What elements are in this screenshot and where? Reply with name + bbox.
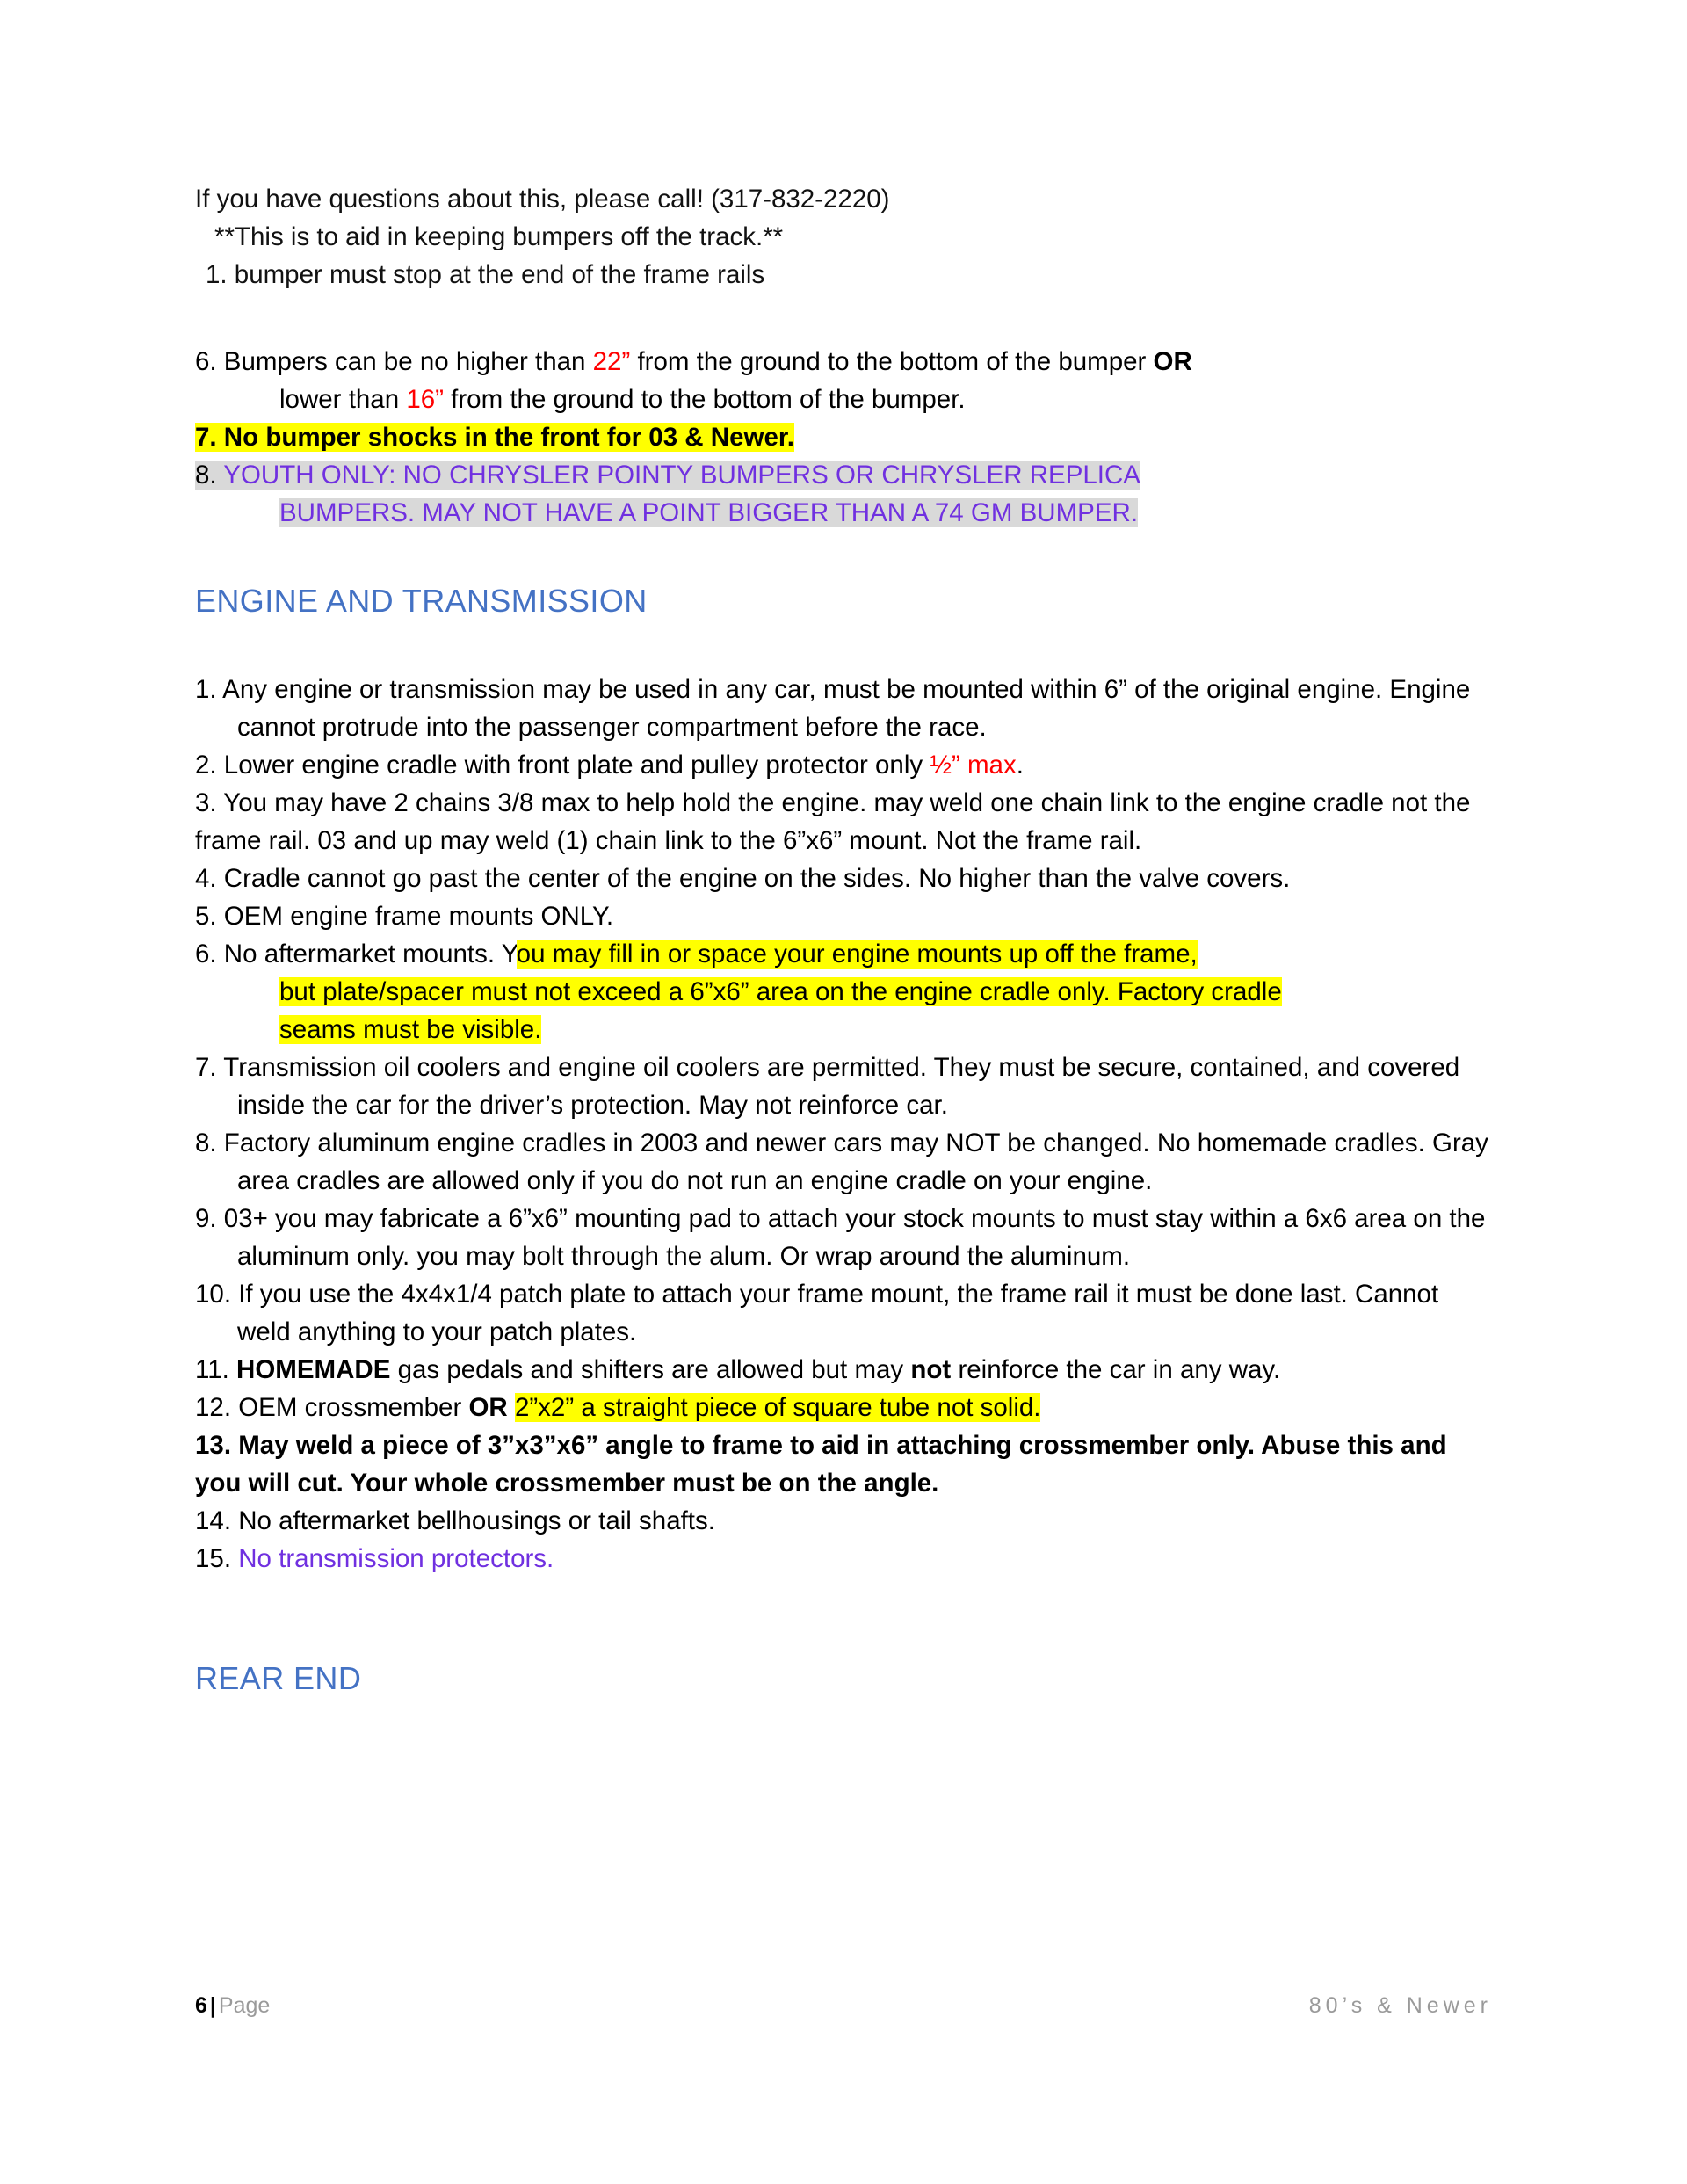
- item-line-3-wrapper: [237, 1011, 1495, 1048]
- list-item-engine-6: [195, 935, 1495, 1048]
- item-text: Any engine or transmission may be used in any car, must be mounted within 6” of the original engine. Engine cannot protrude into the passenger compartment before the race.: [216, 675, 1471, 742]
- item-text: 03+ you may fabricate a 6”x6” mounting pad to attach your stock mounts to must stay within a 6x6 area on the aluminum only. you may bolt through the alum. Or wrap around the aluminum.: [216, 1204, 1486, 1271]
- page-number: 6: [195, 1993, 207, 2018]
- item-text-plain: No aftermarket mounts. Y: [216, 940, 517, 969]
- list-number: 7.: [195, 1053, 217, 1082]
- spacer: [195, 1627, 1495, 1658]
- spacer: [195, 621, 1495, 671]
- list-item-engine-10: [195, 1275, 1495, 1351]
- list-number: 11.: [195, 1355, 229, 1384]
- list-item-engine-8: [195, 1124, 1495, 1200]
- list-number: 2.: [195, 751, 217, 780]
- item-line-2-wrapper: [237, 494, 1495, 532]
- list-number: 8.: [195, 1128, 217, 1157]
- emphasis-homemade: HOMEMADE: [236, 1355, 391, 1384]
- item-text: No bumper shocks in the front for 03 & Newer.: [216, 423, 794, 452]
- list-number: 8.: [195, 461, 217, 490]
- highlight-line-1: ou may fill in or space your engine mounts up off the frame,: [516, 940, 1198, 969]
- document-body: [195, 180, 1495, 1699]
- item-text-c: lower than: [279, 385, 407, 414]
- list-number: 13.: [195, 1431, 232, 1460]
- list-item-engine-5: [195, 897, 1495, 935]
- page-footer: [195, 1993, 1492, 2028]
- measurement-half-inch-max: ½” max: [930, 751, 1017, 780]
- list-number: 14.: [195, 1506, 232, 1535]
- list-number: 4.: [195, 864, 217, 893]
- list-number: 10.: [195, 1280, 232, 1309]
- intro-line-1: If you have questions about this, please call! (317-832-2220): [195, 185, 890, 214]
- measurement-16in: 16”: [406, 385, 444, 414]
- item-text: May weld a piece of 3”x3”x6” angle to frame to aid in attaching crossmember only. Abuse this and you will cut. Your whole crossmember must be on the angle.: [195, 1431, 1447, 1498]
- list-item-engine-15: [195, 1540, 1495, 1578]
- emphasis-not: not: [910, 1355, 952, 1384]
- item-text-line-1: YOUTH ONLY: NO CHRYSLER POINTY BUMPERS OR CHRYSLER REPLICA: [216, 461, 1140, 490]
- list-number: 9.: [195, 1204, 217, 1233]
- item-text-b: .: [1016, 751, 1024, 780]
- intro-block: [195, 180, 1495, 294]
- spacer: [195, 532, 1495, 581]
- footer-page-indicator: [195, 1993, 270, 2019]
- list-item-engine-13: [195, 1426, 1495, 1502]
- highlight-2x2-tube: 2”x2” a straight piece of square tube not solid.: [514, 1393, 1041, 1422]
- list-item-bumper-7: [195, 418, 1495, 456]
- footer-document-title: 80’s & Newer: [1308, 1993, 1492, 2018]
- item-line-2: [237, 381, 1495, 418]
- item-text-a: Lower engine cradle with front plate and pulley protector only: [216, 751, 930, 780]
- highlight-line-3: seams must be visible.: [279, 1015, 542, 1044]
- item-text-mid: gas pedals and shifters are allowed but may: [390, 1355, 911, 1384]
- highlight-line-2: but plate/spacer must not exceed a 6”x6” area on the engine cradle only. Factory cradle: [279, 977, 1282, 1006]
- list-item-engine-9: [195, 1200, 1495, 1275]
- list-item-engine-7: [195, 1048, 1495, 1124]
- item-text-b: from the ground to the bottom of the bumper: [630, 347, 1154, 376]
- highlighted-rule-8-line2: BUMPERS. MAY NOT HAVE A POINT BIGGER THAN A 74 GM BUMPER.: [279, 498, 1139, 527]
- item-text-a: OEM crossmember: [231, 1393, 469, 1422]
- item-text: Transmission oil coolers and engine oil coolers are permitted. They must be secure, contained, and covered inside the car for the driver’s protection. May not reinforce car.: [216, 1053, 1460, 1120]
- list-number: 3.: [195, 788, 217, 817]
- item-text: You may have 2 chains 3/8 max to help hold the engine. may weld one chain link to the engine cradle not the frame rail. 03 and up may weld (1) chain link to the 6”x6” mount. Not the frame rail.: [195, 788, 1471, 855]
- list-number: 5.: [195, 902, 217, 931]
- item-text: No transmission protectors.: [231, 1544, 554, 1573]
- section-heading-engine-and-transmission: ENGINE AND TRANSMISSION: [195, 583, 648, 619]
- intro-line-2: **This is to aid in keeping bumpers off the track.**: [214, 222, 784, 251]
- footer-separator: |: [209, 1993, 216, 2018]
- highlighted-rule-7: [195, 423, 794, 452]
- item-text: No aftermarket bellhousings or tail shafts.: [231, 1506, 715, 1535]
- list-number: 12.: [195, 1393, 232, 1422]
- item-text-d: from the ground to the bottom of the bumper.: [443, 385, 966, 414]
- list-number: 6.: [195, 347, 217, 376]
- list-item-engine-12: [195, 1389, 1495, 1426]
- spacer: [195, 1578, 1495, 1627]
- list-item-engine-2: [195, 746, 1495, 784]
- list-item-bumper-6: [195, 343, 1495, 418]
- list-number: 15.: [195, 1544, 232, 1573]
- item-text-end: reinforce the car in any way.: [951, 1355, 1281, 1384]
- section-heading-rear-end: REAR END: [195, 1660, 362, 1696]
- measurement-22in: 22”: [592, 347, 631, 376]
- intro-line-3: 1. bumper must stop at the end of the frame rails: [206, 260, 765, 289]
- emphasis-or: OR: [468, 1393, 508, 1422]
- emphasis-or: OR: [1153, 347, 1192, 376]
- list-item-engine-4: [195, 860, 1495, 897]
- list-item-engine-1: [195, 671, 1495, 746]
- spacer: [195, 294, 1495, 343]
- list-number: 7.: [195, 423, 217, 452]
- item-text: OEM engine frame mounts ONLY.: [216, 902, 614, 931]
- item-text: Cradle cannot go past the center of the engine on the sides. No higher than the valve covers.: [216, 864, 1291, 893]
- item-line-2-wrapper: [237, 973, 1495, 1011]
- page-label: Page: [218, 1993, 271, 2018]
- item-text: If you use the 4x4x1/4 patch plate to attach your frame mount, the frame rail it must be done last. Cannot weld anything to your patch plates.: [231, 1280, 1439, 1346]
- list-item-engine-11: [195, 1351, 1495, 1389]
- list-item-engine-14: [195, 1502, 1495, 1540]
- list-number: 6.: [195, 940, 217, 969]
- item-text-a: Bumpers can be no higher than: [216, 347, 593, 376]
- item-text: Factory aluminum engine cradles in 2003 and newer cars may NOT be changed. No homemade cradles. Gray area cradles are allowed only if you do not run an engine cradle on your engine.: [216, 1128, 1488, 1195]
- list-item-bumper-8: [195, 456, 1495, 532]
- highlighted-rule-8-line1: [195, 461, 1140, 490]
- list-item-engine-3: [195, 784, 1495, 860]
- list-number: 1.: [195, 675, 217, 704]
